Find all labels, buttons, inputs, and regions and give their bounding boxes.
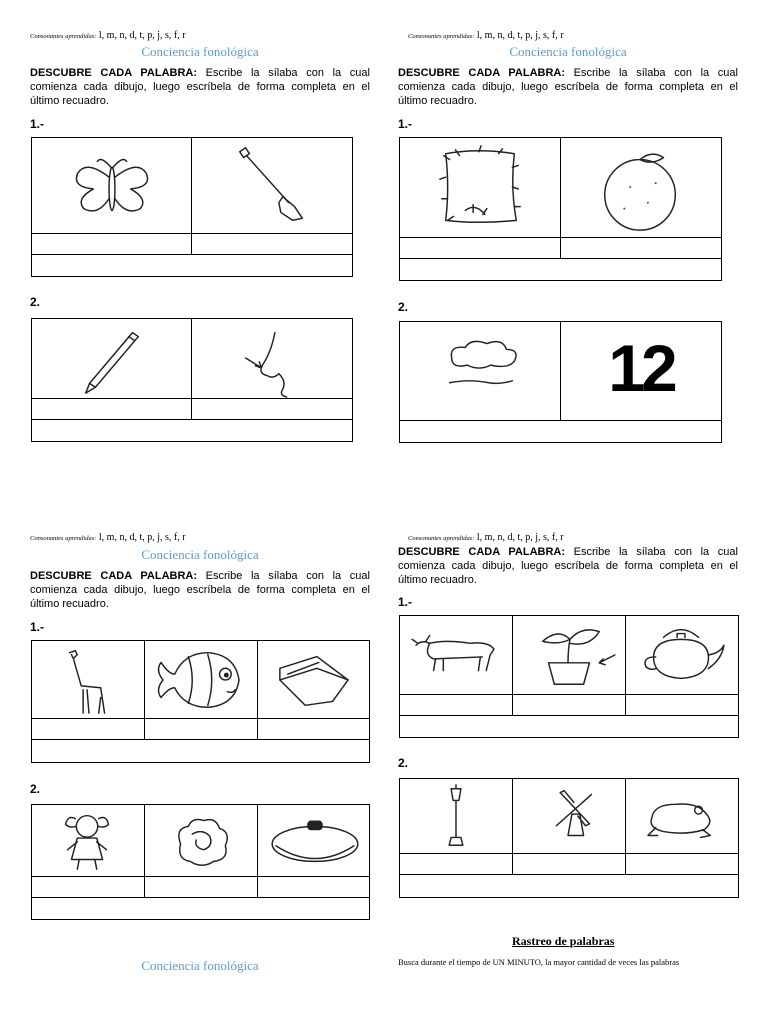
- consonants-line: Consonantes aprendidas: l, m, n, d, t, p, j, s, f, r: [30, 532, 186, 543]
- lettuce-icon: [145, 805, 257, 876]
- picture-cell-pencil: [31, 318, 192, 399]
- exercise-number: 2.: [30, 782, 41, 796]
- bull-icon: [400, 616, 512, 694]
- twelve-number: 12: [608, 331, 674, 405]
- section-title: Conciencia fonológica: [141, 547, 259, 562]
- picture-cell-giraffe: [31, 640, 145, 719]
- picture-cell-towel: [257, 640, 370, 719]
- picture-cell-doll: [31, 804, 145, 877]
- syllable-answer-box[interactable]: [31, 398, 192, 420]
- picture-cell-cloud: [399, 321, 561, 421]
- section-title-bottom: Conciencia fonológica: [141, 958, 259, 973]
- word-answer-box[interactable]: [399, 420, 722, 443]
- exercise-number: 1.-: [30, 620, 45, 634]
- word-answer-box[interactable]: [399, 715, 739, 738]
- picture-cell-teapot: [625, 615, 739, 695]
- giraffe-icon: [32, 641, 144, 718]
- picture-cell-potted-plant: [512, 615, 626, 695]
- picture-cell-toad: [625, 778, 739, 854]
- instructions: DESCUBRE CADA PALABRA: Escribe la sílaba con la cual comienza cada dibujo, luego escríbela de forma completa en el último recuadro.: [30, 67, 370, 107]
- picture-cell-clownfish: [144, 640, 258, 719]
- shovel-icon: [192, 138, 352, 233]
- word-answer-box[interactable]: [399, 258, 722, 281]
- towel-icon: [258, 641, 369, 718]
- instructions: DESCUBRE CADA PALABRA: Escribe la sílaba con la cual comienza cada dibujo, luego escríbela de forma completa en el último recuadro.: [398, 67, 738, 107]
- picture-cell-twelve: [560, 321, 722, 421]
- syllable-answer-box[interactable]: [257, 718, 370, 740]
- picture-cell-butterfly: [31, 137, 192, 234]
- syllable-answer-box[interactable]: [399, 237, 561, 259]
- syllable-answer-box[interactable]: [31, 876, 145, 898]
- picture-cell-nose: [191, 318, 353, 399]
- picture-cell-vine-frame: [399, 137, 561, 238]
- rastreo-title: Rastreo de palabras: [512, 934, 615, 948]
- toad-icon: [626, 779, 738, 853]
- word-answer-box[interactable]: [31, 254, 353, 277]
- rastreo-instructions: Busca durante el tiempo de UN MINUTO, la mayor cantidad de veces las palabras: [398, 957, 680, 967]
- pot-lid-icon: [258, 805, 369, 876]
- consonants-line: Consonantes aprendidas: l, m, n, d, t, p, j, s, f, r: [408, 30, 564, 41]
- picture-cell-shovel: [191, 137, 353, 234]
- exercise-number: 1.-: [398, 117, 413, 131]
- orange-icon: [561, 138, 721, 237]
- word-answer-box[interactable]: [399, 874, 739, 898]
- consonants-line: Consonantes aprendidas: l, m, n, d, t, p, j, s, f, r: [408, 532, 564, 543]
- word-answer-box[interactable]: [31, 419, 353, 442]
- syllable-answer-box[interactable]: [31, 233, 192, 255]
- nose-icon: [192, 319, 352, 398]
- pencil-icon: [32, 319, 191, 398]
- exercise-number: 2.: [30, 295, 41, 309]
- syllable-answer-box[interactable]: [625, 853, 739, 875]
- exercise-number: 1.-: [30, 117, 45, 131]
- syllable-answer-box[interactable]: [144, 876, 258, 898]
- picture-cell-pot-lid: [257, 804, 370, 877]
- exercise-number: 2.: [398, 300, 409, 314]
- doll-icon: [32, 805, 144, 876]
- potted-plant-icon: [513, 616, 625, 694]
- syllable-answer-box[interactable]: [560, 237, 722, 259]
- word-answer-box[interactable]: [31, 897, 370, 920]
- section-title: Conciencia fonológica: [141, 44, 259, 59]
- exercise-number: 2.: [398, 756, 409, 770]
- picture-cell-lettuce: [144, 804, 258, 877]
- syllable-answer-box[interactable]: [191, 398, 353, 420]
- syllable-answer-box[interactable]: [625, 694, 739, 716]
- exercise-number: 1.-: [398, 595, 413, 609]
- consonants-line: Consonantes aprendidas: l, m, n, d, t, p, j, s, f, r: [30, 30, 186, 41]
- picture-cell-bull: [399, 615, 513, 695]
- syllable-answer-box[interactable]: [512, 853, 626, 875]
- syllable-answer-box[interactable]: [399, 694, 513, 716]
- picture-cell-windmill: [512, 778, 626, 854]
- syllable-answer-box[interactable]: [144, 718, 258, 740]
- windmill-icon: [513, 779, 625, 853]
- instructions: DESCUBRE CADA PALABRA: Escribe la sílaba con la cual comienza cada dibujo, luego escríbela de forma completa en el último recuadro.: [30, 570, 370, 610]
- instructions: DESCUBRE CADA PALABRA: Escribe la sílaba con la cual comienza cada dibujo, luego escríbela de forma completa en el último recuadro.: [398, 546, 738, 586]
- picture-cell-street-lamp: [399, 778, 513, 854]
- vine-frame-icon: [400, 138, 560, 237]
- clownfish-icon: [145, 641, 257, 718]
- section-title: Conciencia fonológica: [509, 44, 627, 59]
- teapot-icon: [626, 616, 738, 694]
- syllable-answer-box[interactable]: [512, 694, 626, 716]
- syllable-answer-box[interactable]: [31, 718, 145, 740]
- cloud-smoke-icon: [400, 322, 560, 420]
- syllable-answer-box[interactable]: [191, 233, 353, 255]
- syllable-answer-box[interactable]: [257, 876, 370, 898]
- word-answer-box[interactable]: [31, 739, 370, 763]
- butterfly-icon: [32, 138, 191, 233]
- picture-cell-orange: [560, 137, 722, 238]
- street-lamp-icon: [400, 779, 512, 853]
- syllable-answer-box[interactable]: [399, 853, 513, 875]
